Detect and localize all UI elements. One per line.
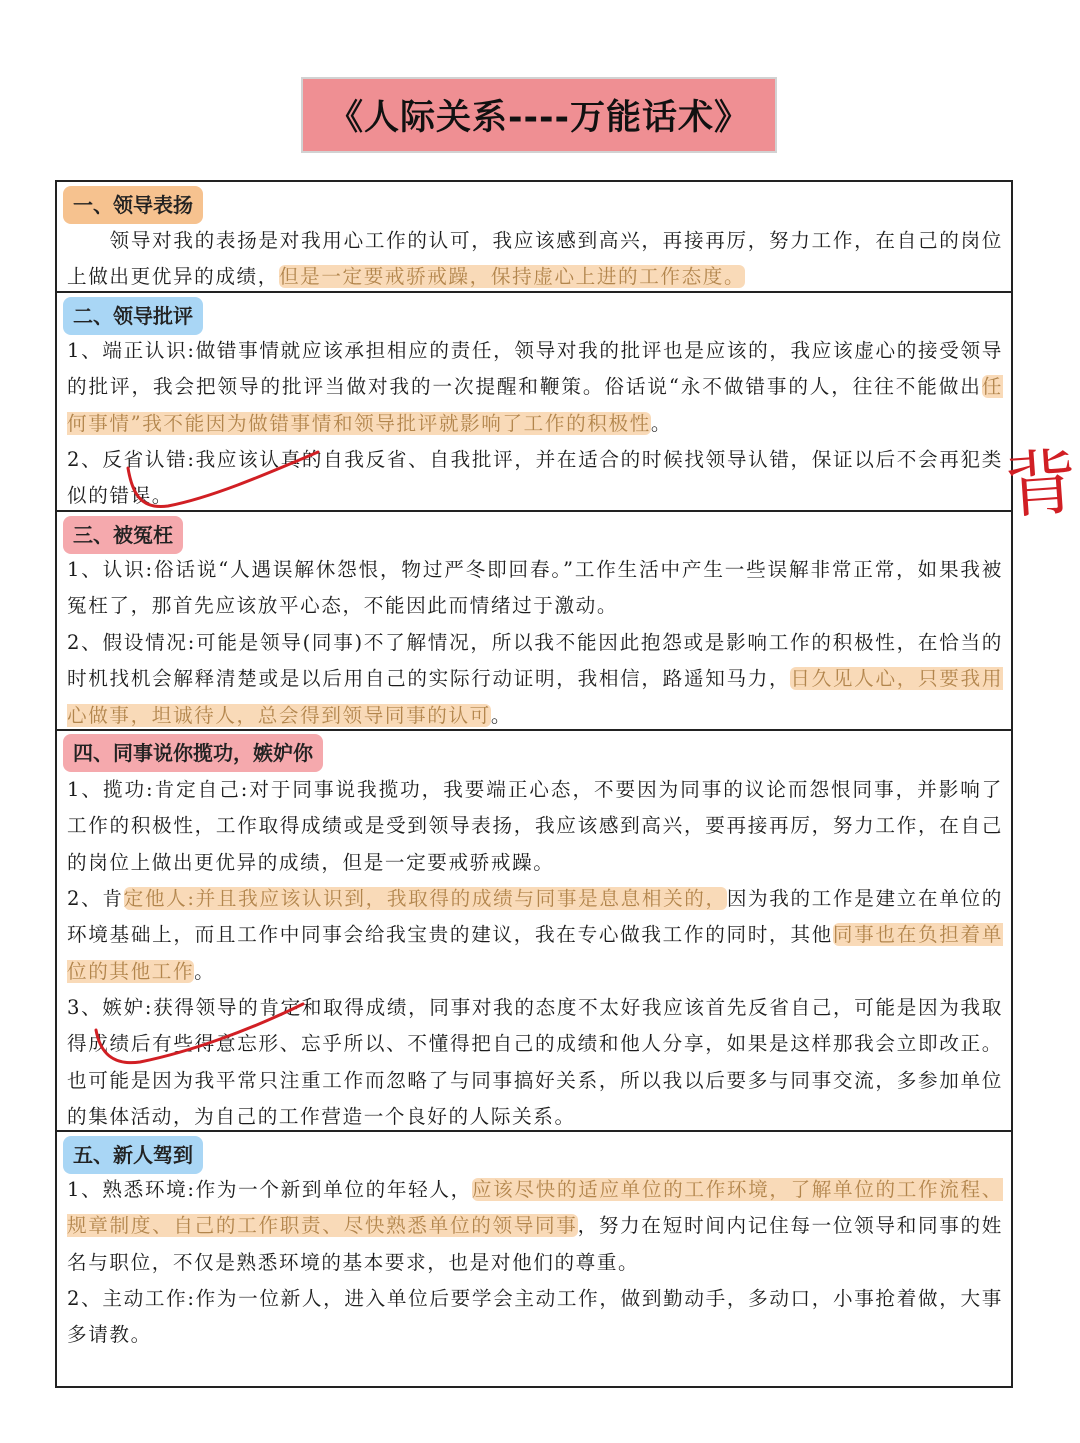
section-heading: 二、领导批评	[63, 297, 203, 335]
paragraph-text: 1、揽功:肯定自己:对于同事说我揽功，我要端正心态，不要因为同事的议论而怨恨同事，并影响了工作的积极性，工作取得成绩或是受到领导表扬，我应该感到高兴，要再接再厉，努力工作，在自己的岗位上做出更优异的成绩，但是一定要戒骄戒躁。	[67, 778, 1003, 874]
paragraph-text: ，努力在短时间内记住每一位领导和同事的姓名与职位，不仅是熟悉环境的基本要求，也是对他们的尊重。	[67, 1214, 1004, 1274]
highlighted-text: 但是一定要戒骄戒躁，保持虚心上进的工作态度。	[278, 265, 746, 289]
paragraph	[67, 333, 1003, 442]
section-wronged	[57, 512, 1011, 731]
highlighted-text: 任何事情”我不能因为做错事情和领导批评就影响了工作的积极性	[67, 375, 1003, 435]
section-heading: 五、新人驾到	[63, 1136, 203, 1174]
paragraph	[67, 1281, 1003, 1354]
paragraph-text: 领导对我的表扬是对我用心工作的认可，我应该感到高兴，再接再厉，努力工作，在自己的岗位上做出更优异的成绩，	[67, 229, 1003, 289]
paragraph-text: 。	[194, 959, 216, 983]
paragraph-text: 1、熟悉环境:作为一个新到单位的年轻人，	[67, 1178, 472, 1201]
paragraph	[67, 772, 1003, 881]
paragraph	[67, 1172, 1003, 1281]
paragraph-text: 。	[490, 703, 513, 727]
section-colleague-jealousy	[57, 731, 1011, 1132]
paragraph	[67, 625, 1003, 734]
section-leader-criticism	[57, 293, 1011, 512]
content-table	[55, 180, 1013, 1388]
handwritten-note: 背	[1002, 439, 1080, 529]
highlighted-text: 应该尽快的适应单位的工作环境，了解单位的工作流程、规章制度、自己的工作职责、尽快熟悉单位的领导同事	[67, 1178, 1003, 1238]
paragraph	[67, 990, 1003, 1135]
section-leader-praise	[57, 182, 1011, 293]
paragraph-text: 2、肯	[67, 887, 124, 910]
paragraph-text: 2、主动工作:作为一位新人，进入单位后要学会主动工作，做到勤动手，多动口，小事抢着做，大事多请教。	[67, 1287, 1003, 1347]
section-newcomer	[57, 1132, 1011, 1386]
highlighted-text: 同事也在负担着单位的其他工作	[67, 923, 1003, 983]
paragraph-text: 2、假设情况:可能是领导(同事)不了解情况，所以我不能因此抱怨或是影响工作的积极性，在恰当的时机找机会解释清楚或是以后用自己的实际行动证明，我相信，路遥知马力，	[67, 631, 1003, 691]
section-heading: 一、领导表扬	[63, 186, 203, 224]
paragraph-text: 2、反省认错:我应该认真的自我反省、自我批评，并在适合的时候找领导认错，保证以后不会再犯类似的错误。	[67, 448, 1003, 508]
highlighted-text: 日久见人心，只要我用心做事，坦诚待人，总会得到领导同事的认可	[67, 667, 1004, 727]
page-title: 《人际关系----万能话术》	[301, 77, 777, 153]
paragraph-text: 1、端正认识:做错事情就应该承担相应的责任，领导对我的批评也是应该的，我应该虚心的接受领导的批评，我会把领导的批评当做对我的一次提醒和鞭策。俗话说“永不做错事的人，往往不能做出	[67, 339, 1003, 399]
section-heading: 四、同事说你揽功，嫉妒你	[63, 734, 323, 772]
paragraph-text: 因为我的工作是建立在单位的环境基础上，而且工作中同事会给我宝贵的建议，我在专心做我工作的同时，其他	[67, 887, 1003, 947]
paragraph	[67, 881, 1003, 990]
paragraph	[67, 442, 1003, 515]
paragraph	[67, 552, 1003, 625]
section-heading: 三、被冤枉	[63, 516, 183, 554]
paragraph	[67, 223, 1003, 296]
paragraph-text: 3、嫉妒:获得领导的肯定和取得成绩，同事对我的态度不太好我应该首先反省自己，可能是因为我取得成绩后有些得意忘形、忘乎所以、不懂得把自己的成绩和他人分享，如果是这样那我会立即改正。也可能是因为我平常只注重工作而忽略了与同事搞好关系，所以我以后要多与同事交流，多参加单位的集体活动，为自己的工作营造一个良好的人际关系。	[67, 996, 1003, 1128]
highlighted-text: 定他人:并且我应该认识到，我取得的成绩与同事是息息相关的，	[123, 887, 727, 910]
paragraph-text: 。	[650, 411, 673, 435]
paragraph-text: 1、认识:俗话说“人遇误解休怨恨，物过严冬即回春。”工作生活中产生一些误解非常正常，如果我被冤枉了，那首先应该放平心态，不能因此而情绪过于激动。	[67, 558, 1003, 618]
